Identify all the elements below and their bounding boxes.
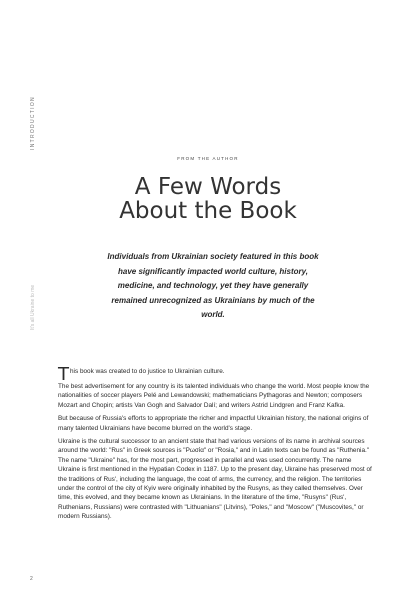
chapter-kicker: FROM THE AUTHOR <box>177 156 239 161</box>
section-label-text: INTRODUCTION <box>30 96 36 150</box>
chapter-title <box>0 175 416 223</box>
book-title-text: It's all Ukraine to me <box>30 284 36 330</box>
chapter-title-line-2: About the Book <box>119 198 297 224</box>
body-text <box>58 364 374 526</box>
running-section-label <box>30 96 36 151</box>
paragraph-2: The best advertisement for any country is its talented individuals who change the world. Most people know the nationalities of soccer players Pelé and Lewandowski; mathematicians Pythagoras and Newton; composers Mozart and Chopin; artists Van Gogh and Salvador Dalí; and writers Astrid Lindgren and Franz Kafka. <box>58 383 370 409</box>
paragraph-3: But because of Russia's efforts to appropriate the richer and impactful Ukrainian history, the national origins of many talented Ukrainians have become blurred on the world's stage. <box>58 415 369 432</box>
paragraph-4: Ukraine is the cultural successor to an ancient state that had various versions of its name in archival sources around the world: "Rus" in Greek sources is "Ρωσία" or "Rosia," and in Latin texts can be found as "Ruthenia." The name "Ukraine" has, for the most part, progressed in parallel and was used concurrently. The name Ukraine is first mentioned in the Hypatian Codex in 1187. Up to the present day, Ukraine has preserved most of the traditions of Rus', including the language, the coat of arms, the currency, and the religion. The territories under the control of the city of Kyiv were originally inhabited by the Rusyns, as they called themselves. Over time, this evolved, and they became known as Ukrainians. In the literature of the time, "Rusyns" (Rus', Ruthenians, Russians) were contrasted with "Lithuanians" (Litvins), "Poles," and "Moscow" ("Muscovites," or modern Russians). <box>58 438 372 521</box>
paragraph-1 <box>58 364 374 385</box>
drop-cap: T <box>58 364 69 385</box>
page-number: 2 <box>30 576 33 582</box>
lead-paragraph: Individuals from Ukrainian society featured in this book have significantly impacted world culture, history, medicine, and technology, yet they have generally remained unrecognized as Ukrainians by much of the world. <box>107 252 319 320</box>
chapter-title-line-1: A Few Words <box>134 174 282 200</box>
paragraph-1-text: his book was created to do justice to Ukrainian culture. <box>70 368 225 375</box>
running-book-title <box>30 284 36 331</box>
